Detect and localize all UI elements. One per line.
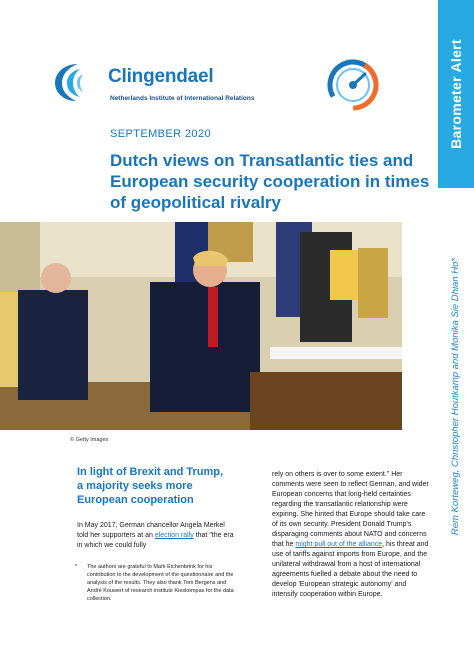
election-rally-link[interactable]: election rally [154,532,194,539]
cover-photo [0,222,402,430]
footnote [77,563,237,603]
side-band-label: Barometer Alert [448,39,465,149]
lead-heading: In light of Brexit and Trump, a majority seeks more European cooperation [77,466,224,506]
photo-credit: © Getty Images [70,437,109,443]
logo-name: Clingendael [108,66,214,87]
publication-date: SEPTEMBER 2020 [110,128,211,140]
authors-line: Rem Korteweg, Christopher Houtkamp and Monika Sie Dhian Ho* [450,257,462,535]
page-title: Dutch views on Transatlantic ties and European security cooperation in times of geopolitical rivalry [110,151,430,212]
body-column-1: In May 2017, German chancellor Angela Merkel told her supporters at an election rally that "the era in which we could fully [77,522,234,549]
barometer-gauge-icon [326,58,380,112]
body-column-2: rely on others is over to some extent." Her comments were seen to reflect German, and wider European concerns that long-held certainties regarding the transatlantic relationship were expiring. She hinted that Europe should take care of its own security. President Donald Trump's disparaging comments about NATO and concerns that he might pull out of the alliance, his threat and use of tariffs against imports from Europe, and the unilateral withdrawal from a host of international agreements fuelled a debate about the need to develop 'European strategic autonomy' and intensify cooperation within Europe. [272,471,429,598]
footnote-mark: * [75,564,78,570]
footnote-text: The authors are grateful to Mark Eichenbrink for his contribution to the development of the questionnaire and the analysis of the results. They also thank Tom Bergens and André Kouwert of research institute Kieskompas for the data collection. [87,564,234,602]
alliance-link[interactable]: might pull out of the alliance [295,541,383,548]
logo-subtitle: Netherlands Institute of International Relations [110,95,255,102]
clingendael-logo-icon [52,60,104,104]
